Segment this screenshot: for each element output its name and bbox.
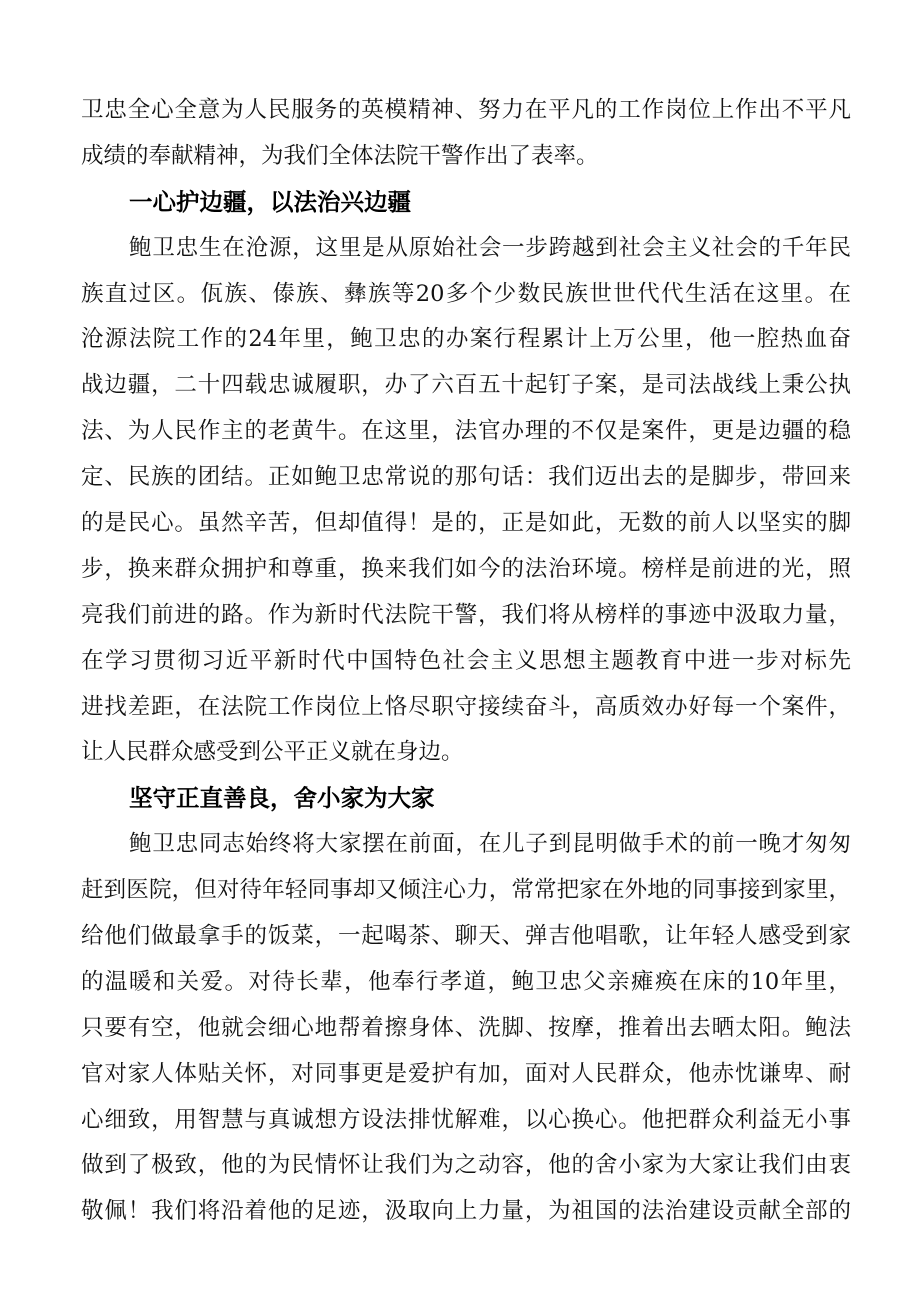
body-text-line: 卫忠全心全意为人民服务的英模精神、努力在平凡的工作岗位上作出不平凡 bbox=[81, 97, 851, 123]
body-text-line: 法、为人民作主的老黄牛。在这里，法官办理的不仅是案件，更是边疆的稳 bbox=[81, 418, 851, 445]
body-text-line: 做到了极致，他的为民情怀让我们为之动容，他的舍小家为大家让我们由衷 bbox=[81, 1152, 851, 1179]
body-text-line: 亮我们前进的路。作为新时代法院干警，我们将从榜样的事迹中汲取力量， bbox=[81, 601, 851, 628]
body-text-line: 只要有空，他就会细心地帮着擦身体、洗脚、按摩，推着出去晒太阳。鲍法 bbox=[81, 1014, 851, 1041]
document-page bbox=[81, 88, 851, 1235]
body-text-line: 赶到医院，但对待年轻同事却又倾注心力，常常把家在外地的同事接到家里， bbox=[81, 877, 851, 904]
body-text-line: 让人民群众感受到公平正义就在身边。 bbox=[81, 739, 464, 766]
body-text-line: 战边疆，二十四载忠诚履职，办了六百五十起钉子案，是司法战线上秉公执 bbox=[81, 372, 851, 399]
body-text-line: 的是民心。虽然辛苦，但却值得！是的，正是如此，无数的前人以坚实的脚 bbox=[81, 510, 851, 537]
body-text-line: 的温暖和关爱。对待长辈，他奉行孝道，鲍卫忠父亲瘫痪在床的10年里， bbox=[81, 968, 851, 995]
body-text-line: 定、民族的团结。正如鲍卫忠常说的那句话：我们迈出去的是脚步，带回来 bbox=[81, 464, 851, 491]
body-text-line: 步，换来群众拥护和尊重，换来我们如今的法治环境。榜样是前进的光，照 bbox=[81, 555, 851, 582]
body-text-line: 成绩的奉献精神，为我们全体法院干警作出了表率。 bbox=[81, 142, 599, 169]
body-text-line: 进找差距，在法院工作岗位上恪尽职守接续奋斗，高质效办好每一个案件， bbox=[81, 693, 851, 720]
section-heading: 一心护边疆，以法治兴边疆 bbox=[129, 187, 411, 216]
body-text-line: 鲍卫忠同志始终将大家摆在前面，在儿子到昆明做手术的前一晚才匆匆 bbox=[129, 831, 851, 858]
body-text-line: 官对家人体贴关怀，对同事更是爱护有加，面对人民群众，他赤忱谦卑、耐 bbox=[81, 1060, 851, 1087]
body-text-line: 沧源法院工作的24年里，鲍卫忠的办案行程累计上万公里，他一腔热血奋 bbox=[81, 326, 851, 353]
body-text-line: 族直过区。佤族、傣族、彝族等20多个少数民族世世代代生活在这里。在 bbox=[81, 280, 851, 307]
body-text-line: 在学习贯彻习近平新时代中国特色社会主义思想主题教育中进一步对标先 bbox=[81, 647, 851, 674]
body-text-line: 心细致，用智慧与真诚想方设法排忧解难，以心换心。他把群众利益无小事 bbox=[81, 1106, 851, 1133]
body-text-line: 敬佩！我们将沿着他的足迹，汲取向上力量，为祖国的法治建设贡献全部的 bbox=[81, 1198, 851, 1225]
body-text-line: 给他们做最拿手的饭菜，一起喝茶、聊天、弹吉他唱歌，让年轻人感受到家 bbox=[81, 923, 851, 950]
section-heading: 坚守正直善良，舍小家为大家 bbox=[129, 784, 435, 813]
body-text-line: 鲍卫忠生在沧源，这里是从原始社会一步跨越到社会主义社会的千年民 bbox=[129, 234, 851, 261]
